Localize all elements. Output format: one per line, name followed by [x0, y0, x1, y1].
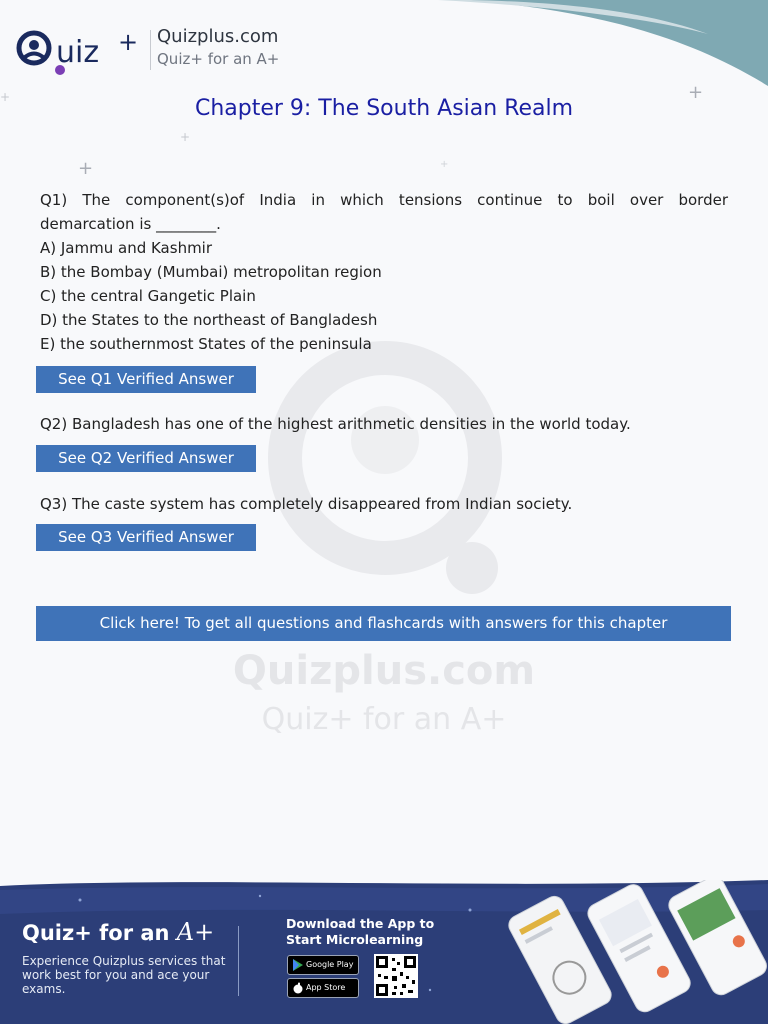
footer-description: Experience Quizplus services that work best for you and ace your exams. [22, 954, 226, 996]
question-1-stem: Q1) The component(s)of India in which tensions continue to boil over border [40, 191, 728, 209]
svg-text:+: + [118, 28, 139, 56]
qr-code-icon[interactable] [374, 954, 418, 998]
all-questions-cta-button[interactable]: Click here! To get all questions and flashcards with answers for this chapter [36, 606, 731, 641]
download-line-2: Start Microlearning [286, 932, 424, 947]
question-2-stem: Q2) Bangladesh has one of the highest arithmetic densities in the world today. [40, 415, 631, 433]
footer-tagline [22, 918, 214, 946]
svg-text:uiz: uiz [56, 35, 100, 70]
question-1-stem-cont: demarcation is ________. [40, 215, 221, 233]
brand-site[interactable]: Quizplus.com [157, 26, 279, 47]
plus-decoration: + [78, 158, 94, 179]
app-phones-illustration [500, 880, 768, 1024]
google-play-icon [292, 959, 304, 971]
google-play-label: Google Play [306, 960, 354, 969]
top-wave-decoration [348, 0, 768, 90]
app-promo-footer [0, 880, 768, 1024]
watermark-site: Quizplus.com [232, 648, 536, 694]
plus-decoration: + [0, 90, 11, 104]
plus-decoration: + [440, 159, 449, 170]
plus-decoration: + [688, 82, 704, 103]
apple-icon [292, 982, 304, 994]
question-1-option: D) the States to the northeast of Bangladesh [40, 311, 378, 329]
see-q2-answer-button[interactable]: See Q2 Verified Answer [36, 445, 256, 472]
footer-divider [238, 926, 239, 996]
download-app-heading [286, 916, 456, 948]
app-store-button[interactable] [287, 978, 359, 998]
watermark-tagline: Quiz+ for an A+ [261, 702, 507, 737]
watermark-logo [250, 330, 520, 600]
brand-tagline: Quiz+ for an A+ [157, 50, 280, 68]
footer-tagline-aplus: A+ [176, 918, 215, 946]
question-1-option: E) the southernmost States of the peninsula [40, 335, 372, 353]
see-q3-answer-button[interactable]: See Q3 Verified Answer [36, 524, 256, 551]
see-q1-answer-button[interactable]: See Q1 Verified Answer [36, 366, 256, 393]
question-1-option: C) the central Gangetic Plain [40, 287, 256, 305]
question-3-stem: Q3) The caste system has completely disappeared from Indian society. [40, 495, 573, 513]
question-1-option: A) Jammu and Kashmir [40, 239, 213, 257]
plus-decoration: + [180, 130, 191, 144]
page-title: Chapter 9: The South Asian Realm [194, 96, 574, 121]
question-1-option: B) the Bombay (Mumbai) metropolitan region [40, 263, 382, 281]
logo-divider [150, 30, 151, 70]
google-play-button[interactable] [287, 955, 359, 975]
question-1 [40, 188, 728, 356]
download-line-1: Download the App to [286, 916, 435, 931]
app-store-label: App Store [306, 983, 346, 992]
quizplus-logo-icon [14, 24, 154, 80]
footer-tagline-prefix: Quiz+ for an [22, 921, 170, 945]
